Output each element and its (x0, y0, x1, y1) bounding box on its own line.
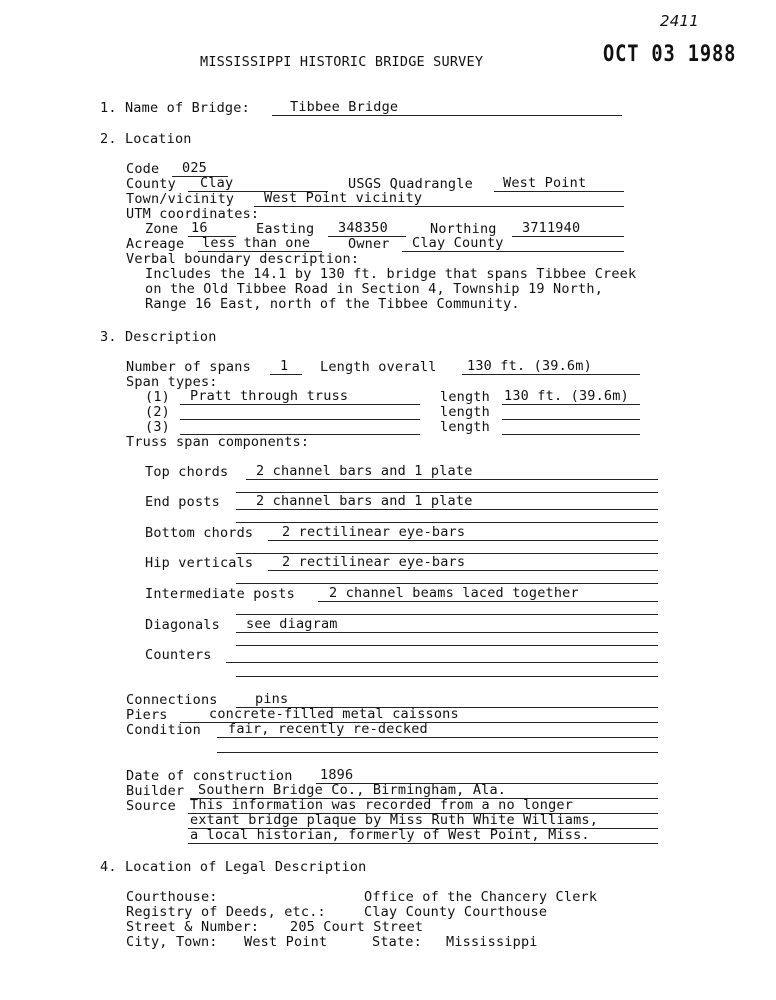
section-4-label: 4. Location of Legal Description (100, 859, 367, 875)
courthouse-value: Office of the Chancery Clerk (364, 889, 598, 905)
end-posts-value: 2 channel bars and 1 plate (256, 493, 473, 509)
zone-value: 16 (191, 220, 208, 236)
verbal-boundary-label: Verbal boundary description: (126, 251, 360, 267)
underline (236, 614, 658, 615)
underline (236, 676, 658, 677)
date-stamp: OCT 03 1988 (603, 42, 737, 67)
northing-value: 3711940 (522, 220, 581, 236)
section-1-label: 1. Name of Bridge: (100, 100, 250, 116)
intermediate-posts-label: Intermediate posts (145, 586, 295, 602)
underline (502, 419, 640, 420)
diagonals-label: Diagonals (145, 617, 220, 633)
underline (236, 509, 658, 510)
span-type-number: (3) (145, 419, 170, 435)
span-type-value: Pratt through truss (190, 388, 349, 404)
handwritten-page-number: 2411 (660, 12, 699, 30)
piers-value: concrete-filled metal caissons (209, 706, 459, 722)
easting-label: Easting (256, 221, 315, 237)
underline (268, 540, 658, 541)
bottom-chords-value: 2 rectilinear eye-bars (282, 524, 466, 540)
connections-value: pins (255, 691, 289, 707)
zone-label: Zone (145, 221, 179, 237)
state-value: Mississippi (446, 934, 538, 950)
underline (502, 404, 640, 405)
underline (318, 601, 658, 602)
bridge-name-value: Tibbee Bridge (290, 99, 399, 115)
northing-label: Northing (430, 221, 497, 237)
span-type-number: (2) (145, 404, 170, 420)
underline (270, 374, 302, 375)
spans-label: Number of spans (126, 359, 251, 375)
code-label: Code (126, 161, 160, 177)
piers-label: Piers (126, 707, 168, 723)
hip-verticals-value: 2 rectilinear eye-bars (282, 554, 466, 570)
underline (512, 236, 624, 237)
underline (254, 206, 624, 207)
underline (502, 434, 640, 435)
street-value: 205 Court Street (290, 919, 424, 935)
top-chords-value: 2 channel bars and 1 plate (256, 463, 473, 479)
county-value: Clay (200, 175, 234, 191)
span-length-label: length (440, 389, 490, 405)
length-overall-value: 130 ft. (39.6m) (467, 358, 592, 374)
courthouse-label: Courthouse: (126, 889, 218, 905)
code-value: 025 (182, 160, 207, 176)
underline (236, 645, 658, 646)
condition-value: fair, recently re-decked (228, 721, 428, 737)
form-title: MISSISSIPPI HISTORIC BRIDGE SURVEY (200, 54, 484, 70)
span-length-value: 130 ft. (39.6m) (504, 388, 629, 404)
verbal-line: Includes the 14.1 by 130 ft. bridge that spans Tibbee Creek (145, 266, 637, 282)
underline (188, 843, 658, 844)
spans-value: 1 (280, 358, 289, 374)
date-of-construction-value: 1896 (320, 767, 354, 783)
length-overall-label: Length overall (320, 359, 437, 375)
builder-label: Builder (126, 783, 185, 799)
top-chords-label: Top chords (145, 464, 229, 480)
source-line: extant bridge plaque by Miss Ruth White Williams, (190, 812, 599, 828)
verbal-line: Range 16 East, north of the Tibbee Community. (145, 296, 520, 312)
easting-value: 348350 (338, 220, 388, 236)
condition-label: Condition (126, 722, 201, 738)
hip-verticals-label: Hip verticals (145, 555, 254, 571)
underline (494, 191, 624, 192)
underline (180, 419, 420, 420)
span-types-label: Span types: (126, 374, 218, 390)
source-label: Source (126, 798, 176, 814)
bottom-chords-label: Bottom chords (145, 525, 254, 541)
underline (462, 374, 640, 375)
town-value: West Point vicinity (264, 190, 423, 206)
city-label: City, Town: (126, 934, 218, 950)
acreage-value: less than one (202, 235, 311, 251)
underline (217, 737, 658, 738)
owner-value: Clay County (412, 235, 504, 251)
underline (217, 752, 658, 753)
underline (268, 570, 658, 571)
end-posts-label: End posts (145, 494, 220, 510)
underline (246, 479, 658, 480)
underline (226, 662, 658, 663)
street-label: Street & Number: (126, 919, 260, 935)
intermediate-posts-value: 2 channel beams laced together (329, 585, 579, 601)
span-type-number: (1) (145, 389, 170, 405)
truss-components-label: Truss span components: (126, 434, 310, 450)
section-3-label: 3. Description (100, 329, 217, 345)
registry-value: Clay County Courthouse (364, 904, 548, 920)
builder-value: Southern Bridge Co., Birmingham, Ala. (198, 782, 507, 798)
county-label: County (126, 176, 176, 192)
state-label: State: (372, 934, 422, 950)
underline (272, 115, 622, 116)
verbal-line: on the Old Tibbee Road in Section 4, Township 19 North, (145, 281, 604, 297)
underline (236, 522, 658, 523)
span-length-label: length (440, 404, 490, 420)
diagonals-value: see diagram (246, 616, 338, 632)
source-line: This information was recorded from a no longer (190, 797, 574, 813)
utm-label: UTM coordinates: (126, 206, 260, 222)
underline (180, 404, 420, 405)
registry-label: Registry of Deeds, etc.: (126, 904, 326, 920)
source-line: a local historian, formerly of West Point, Miss. (190, 827, 590, 843)
owner-label: Owner (348, 236, 390, 252)
span-length-label: length (440, 419, 490, 435)
underline (402, 251, 624, 252)
date-of-construction-label: Date of construction (126, 768, 293, 784)
connections-label: Connections (126, 692, 218, 708)
counters-label: Counters (145, 647, 212, 663)
acreage-label: Acreage (126, 236, 185, 252)
underline (236, 583, 658, 584)
underline (236, 632, 658, 633)
city-value: West Point (244, 934, 328, 950)
usgs-label: USGS Quadrangle (348, 176, 473, 192)
section-2-label: 2. Location (100, 131, 192, 147)
town-label: Town/vicinity (126, 191, 235, 207)
usgs-value: West Point (503, 175, 587, 191)
